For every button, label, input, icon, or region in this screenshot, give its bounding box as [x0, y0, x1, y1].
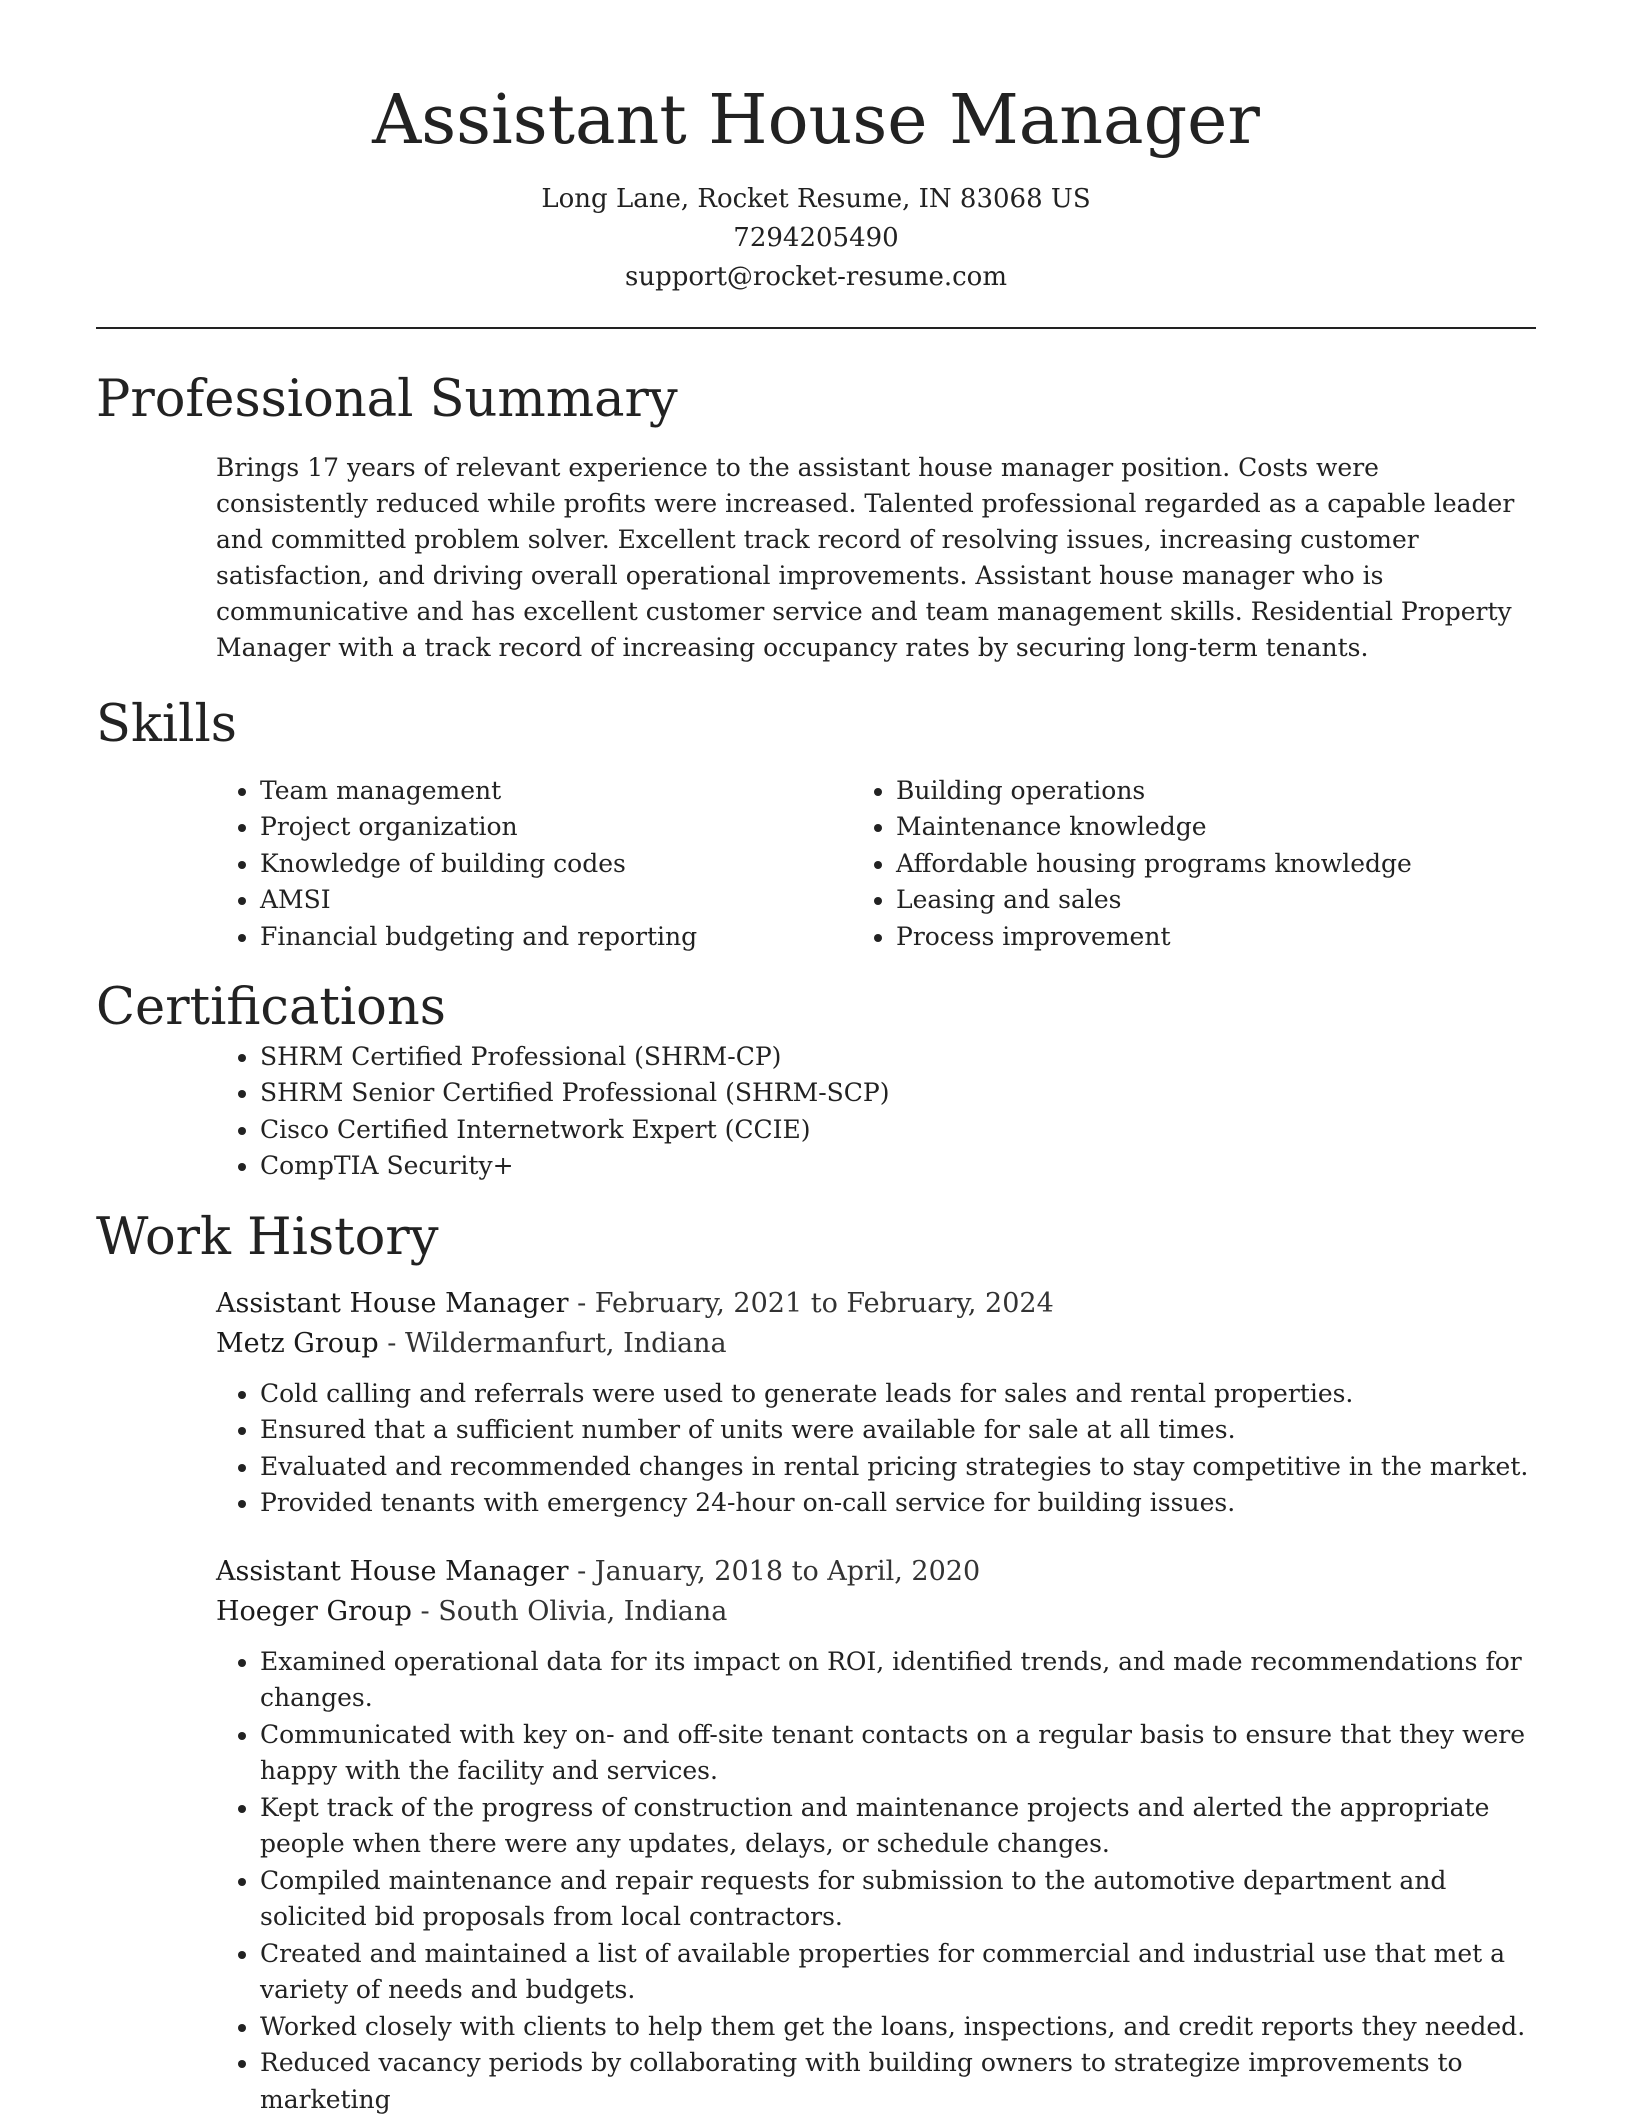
- skills-column-right: [732, 773, 1412, 956]
- job-company: Metz Group: [216, 1327, 379, 1359]
- certifications-list: [96, 1039, 1536, 1185]
- phone: 7294205490: [733, 222, 899, 253]
- address: Long Lane, Rocket Resume, IN 83068 US: [541, 183, 1091, 214]
- certification-item: • CompTIA Security+: [260, 1148, 1536, 1185]
- contact-info: [96, 180, 1536, 297]
- candidate-name: Assistant House Manager: [372, 81, 1260, 160]
- certifications-heading: Certifications: [96, 978, 446, 1038]
- job-entry: [216, 1552, 1536, 2118]
- job-dates: - February, 2021 to February, 2024: [568, 1287, 1054, 1319]
- job-duties: [216, 1644, 1560, 2118]
- job-duty: • Reduced vacancy periods by collaborating with building owners to strategize improvements to marketing: [260, 2045, 1560, 2118]
- job-location: - Wildermanfurt, Indiana: [378, 1327, 727, 1359]
- skill-item: • Maintenance knowledge: [896, 809, 1412, 846]
- work-history-heading: Work History: [96, 1207, 439, 1267]
- job-duty: • Provided tenants with emergency 24-hour on-call service for building issues.: [260, 1485, 1560, 1522]
- skill-item: • Affordable housing programs knowledge: [896, 846, 1412, 883]
- job-duty: • Ensured that a sufficient number of units were available for sale at all times.: [260, 1412, 1560, 1449]
- job-dates: - January, 2018 to April, 2020: [568, 1555, 981, 1587]
- certification-item: • SHRM Certified Professional (SHRM-CP): [260, 1039, 1536, 1076]
- skill-item: • Leasing and sales: [896, 882, 1412, 919]
- job-duty: • Communicated with key on- and off-site tenant contacts on a regular basis to ensure that they were happy with the facility and services.: [260, 1717, 1560, 1790]
- certification-item: • Cisco Certified Internetwork Expert (CCIE): [260, 1112, 1536, 1149]
- skill-item: • AMSI: [260, 882, 746, 919]
- job-title-line: [216, 1552, 1536, 1592]
- job-duty: • Cold calling and referrals were used to generate leads for sales and rental properties.: [260, 1376, 1560, 1413]
- job-duty: • Kept track of the progress of construction and maintenance projects and alerted the appropriate people when there were any updates, delays, or schedule changes.: [260, 1790, 1560, 1863]
- resume-page: [96, 0, 1536, 2118]
- skills-column-left: [96, 773, 746, 956]
- job-duty: • Evaluated and recommended changes in rental pricing strategies to stay competitive in the market.: [260, 1449, 1560, 1486]
- header-divider: [96, 327, 1536, 329]
- skill-item: • Building operations: [896, 773, 1412, 810]
- job-duty: • Examined operational data for its impact on ROI, identified trends, and made recommendations for changes.: [260, 1644, 1560, 1717]
- job-duty: • Compiled maintenance and repair requests for submission to the automotive department and solicited bid proposals from local contractors.: [260, 1863, 1560, 1936]
- job-entry: [216, 1284, 1536, 1522]
- job-company: Hoeger Group: [216, 1595, 412, 1627]
- email: support@rocket-resume.com: [624, 261, 1007, 292]
- job-header: [216, 1552, 1536, 1632]
- skills-list: [96, 773, 1536, 956]
- skill-item: • Process improvement: [896, 919, 1412, 956]
- summary-heading: Professional Summary: [96, 369, 678, 429]
- resume-header: [96, 0, 1536, 297]
- job-company-line: [216, 1592, 1536, 1632]
- job-location: - South Olivia, Indiana: [411, 1595, 728, 1627]
- job-company-line: [216, 1324, 1536, 1364]
- skill-item: • Team management: [260, 773, 746, 810]
- certification-item: • SHRM Senior Certified Professional (SHRM-SCP): [260, 1075, 1536, 1112]
- job-duty: • Created and maintained a list of available properties for commercial and industrial use that met a variety of needs and budgets.: [260, 1936, 1560, 2009]
- skills-heading: Skills: [96, 694, 237, 754]
- job-duty: • Worked closely with clients to help them get the loans, inspections, and credit reports they needed.: [260, 2009, 1560, 2046]
- job-role: Assistant House Manager: [216, 1555, 569, 1587]
- skill-item: • Knowledge of building codes: [260, 846, 746, 883]
- summary-text: Brings 17 years of relevant experience to the assistant house manager position. Costs were consistently reduced while profits were increased. Talented professional regarded as a capable leader and committed problem solver. Excellent track record of resolving issues, increasing customer satisfaction, and driving overall operational improvements. Assistant house manager who is communicative and has excellent customer service and team management skills. Residential Property Manager with a track record of increasing occupancy rates by securing long-term tenants.: [216, 452, 1515, 662]
- job-duties: [216, 1376, 1560, 1522]
- job-header: [216, 1284, 1536, 1364]
- skill-item: • Project organization: [260, 809, 746, 846]
- job-role: Assistant House Manager: [216, 1287, 569, 1319]
- job-title-line: [216, 1284, 1536, 1324]
- skill-item: • Financial budgeting and reporting: [260, 919, 746, 956]
